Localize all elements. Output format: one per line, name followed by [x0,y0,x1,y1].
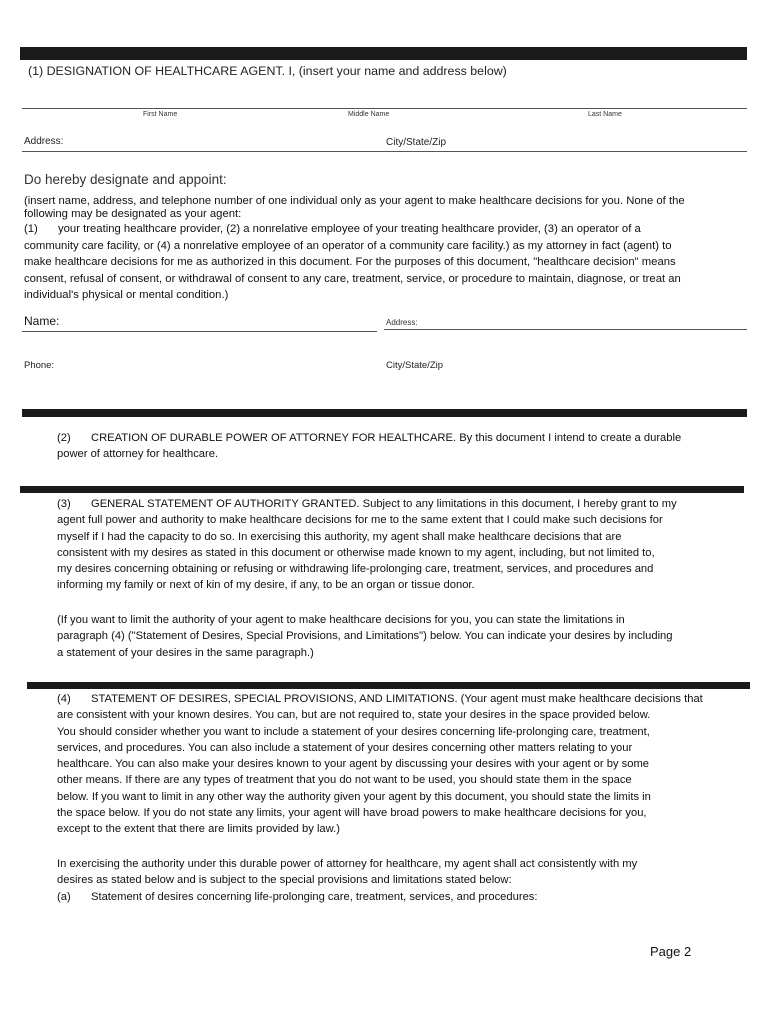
section4-exercise-line: In exercising the authority under this durable power of attorney for healthcare, my agent shall act consistently with my [57,858,638,870]
agent-phone-label: Phone: [24,360,55,371]
section3-note [57,612,747,661]
item-a-text: Statement of desires concerning life-prolonging care, treatment, services, and procedures: [91,890,538,903]
first-name-label: First Name [143,111,178,118]
instructions-line: make healthcare decisions for me as authorized in this document. For the purposes of this document, "healthcare decision" means [24,256,676,268]
section3-note-line: paragraph (4) ("Statement of Desires, Special Provisions, and Limitations") below. You can indicate your desires by including [57,630,673,643]
section2-line [57,430,747,446]
section-number: (2) [57,432,71,444]
section1-title: (1) DESIGNATION OF HEALTHCARE AGENT. I, (insert your name and address below) [28,64,507,78]
section-divider-top [20,47,747,60]
section3-line: agent full power and authority to make healthcare decisions for me to the same extent that I could make such decisions for [57,514,663,527]
agent-instructions [24,194,744,304]
section4-text: STATEMENT OF DESIRES, SPECIAL PROVISIONS, AND LIMITATIONS. (Your agent must make healthcare decisions that [91,693,703,705]
section3-text: GENERAL STATEMENT OF AUTHORITY GRANTED. Subject to any limitations in this document, I hereby grant to my [91,498,677,510]
instructions-line: following may be designated as your agent: [24,207,242,220]
section4-item-a [57,889,749,905]
section4-line: other means. If there are any types of treatment that you do not want to be used, you should state them in the space [57,774,632,787]
section3-line: my desires concerning obtaining or refusing or withdrawing life-prolonging care, treatment, services, and procedures and [57,563,654,576]
instructions-line: community care facility, or (4) a nonrelative employee of an operator of a community care facility.) as my attorney in fact (agent) to [24,239,672,252]
item-number: (a) [57,890,71,903]
principal-name-line [22,108,747,109]
section3-line: consistent with my desires as stated in this document or otherwise made known to my agent, including, but not limited to, [57,546,655,559]
section-number: (4) [57,693,71,705]
section3 [57,496,747,594]
section2-line: power of attorney for healthcare. [57,448,219,461]
agent-address-line[interactable] [384,329,747,330]
section3-line: myself if I had the capacity to do so. In exercising this authority, my agent shall make healthcare decisions that are [57,530,622,543]
agent-city-state-zip-label: City/State/Zip [386,360,444,371]
section4-line: below. If you want to limit in any other way the authority given your agent by this document, you should state the limits in [57,790,651,803]
agent-name-line[interactable] [22,331,377,332]
section4-line: You should consider whether you want to include a statement of your desires concerning life-prolonging care, treatment, [57,725,650,738]
instructions-line: consent, refusal of consent, or withdrawal of consent to any care, treatment, service, or procedure to maintain, diagnose, or treat an [24,272,681,285]
section-number: (3) [57,498,71,510]
page-number: Page 2 [650,944,692,959]
section4-line: are consistent with your known desires. You can, but are not required to, state your desires in the space provided below. [57,709,651,722]
agent-address-label: Address: [386,318,418,327]
principal-address-label: Address: [24,136,64,147]
section3-line [57,496,747,512]
section4-line: services, and procedures. You can also include a statement of your desires concerning other matters relating to your [57,741,633,754]
section4-line: except to the extent that there are limits provided by law.) [57,823,340,836]
section3-note-line: (If you want to limit the authority of your agent to make healthcare decisions for you, you can state the limitations in [57,614,625,626]
section-divider-2 [22,409,747,417]
item-number: (1) [24,223,38,235]
section4-line: healthcare. You can also make your desires known to your agent by discussing your desires with your agent or by some [57,758,650,771]
instructions-line: individual's physical or mental condition.) [24,289,229,301]
section2 [57,430,747,463]
item-text: your treating healthcare provider, (2) a nonrelative employee of your treating healthcare provider, (3) an operator of a [58,223,641,235]
section4-exercise-line: desires as stated below and is subject to the special provisions and limitations stated below: [57,874,512,887]
principal-city-state-zip-label: City/State/Zip [386,137,447,148]
agent-name-label: Name: [24,314,60,328]
section4 [57,691,749,838]
designate-heading: Do hereby designate and appoint: [24,172,227,187]
instructions-line: (insert name, address, and telephone number of one individual only as your agent to make healthcare decisions for you. None of the [24,195,685,207]
last-name-label: Last Name [588,111,622,118]
section-divider-4 [27,682,750,689]
section2-text: CREATION OF DURABLE POWER OF ATTORNEY FOR HEALTHCARE. By this document I intend to create a durable [91,432,682,444]
section4-exercise [57,856,749,905]
middle-name-label: Middle Name [348,111,390,118]
section3-note-line: a statement of your desires in the same paragraph.) [57,646,314,659]
principal-address-line [22,151,747,152]
section-divider-3 [20,486,744,493]
instructions-item1 [24,222,744,238]
section4-line [57,691,749,707]
section3-line: informing my family or next of kin of my desire, if any, to be an organ or tissue donor. [57,579,475,592]
section4-line: the space below. If you do not state any limits, your agent will have broad powers to make healthcare decisions for you, [57,807,647,820]
